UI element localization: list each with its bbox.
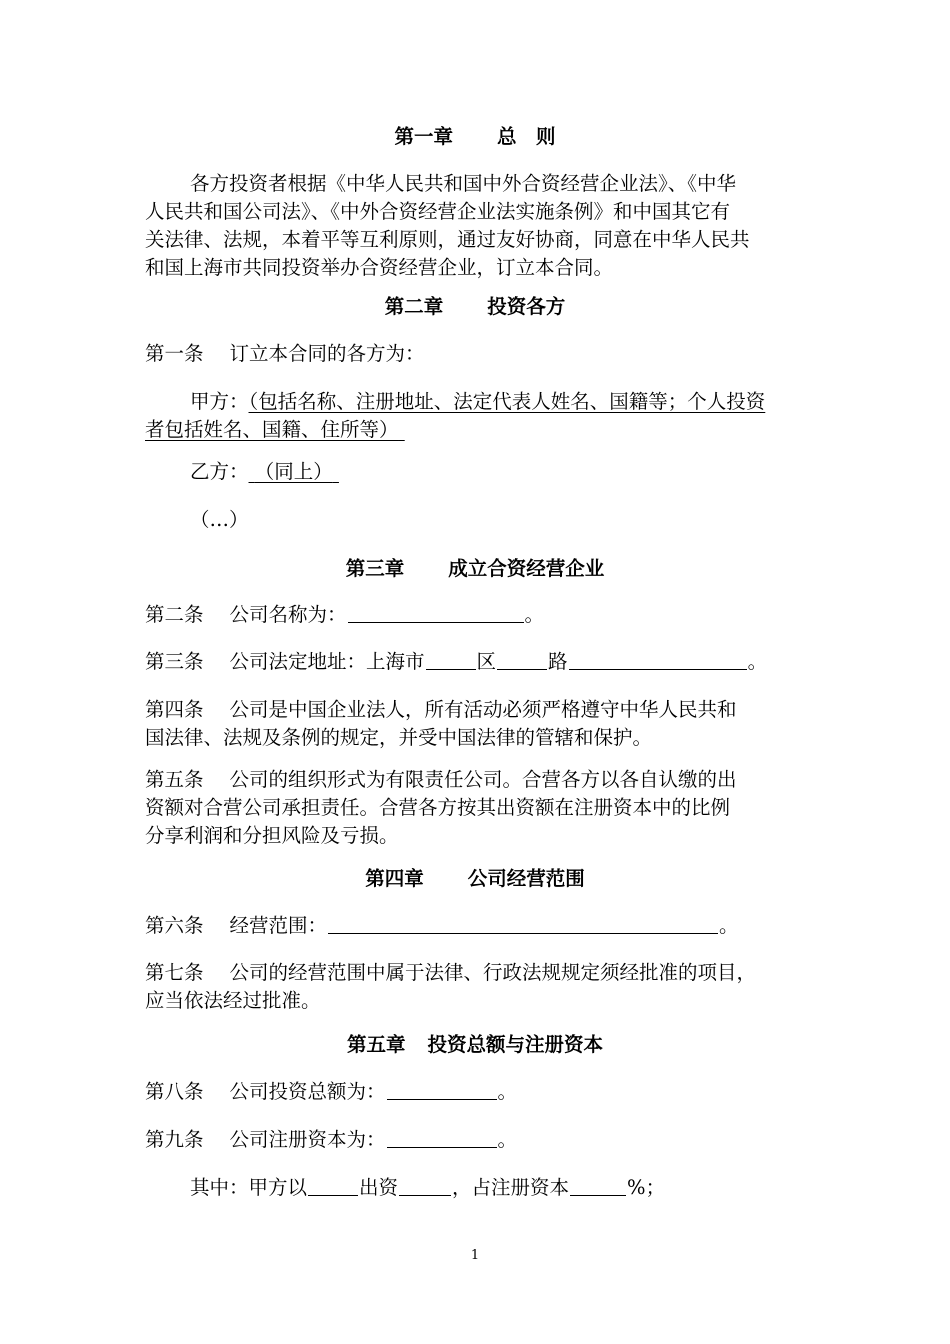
road-blank[interactable] [497, 649, 547, 670]
party-a: 甲方：（包括名称、注册地址、法定代表人姓名、国籍等；个人投资 者包括姓名、国籍、住所等） [145, 390, 766, 441]
article-8: 第八条 公司投资总额为： 。 [145, 1080, 518, 1103]
chapter-5-heading: 第五章 投资总额与注册资本 [346, 1033, 604, 1056]
article-3: 第三条 公司法定地址：上海市 区 路 。 [145, 650, 768, 673]
article-2: 第二条 公司名称为： 。 [145, 603, 545, 626]
contribution-form-blank[interactable] [308, 1175, 358, 1196]
company-name-blank[interactable] [348, 602, 524, 623]
chapter-3-heading: 第三章 成立合资经营企业 [345, 557, 605, 580]
article-7: 第七条 公司的经营范围中属于法律、行政法规规定须经批准的项目， 应当依法经过批准。 [145, 961, 757, 1012]
article-4: 第四条 公司是中国企业法人，所有活动必须严格遵守中华人民共和 国法律、法规及条例的规定，并受中国法律的管辖和保护。 [145, 698, 737, 749]
registered-capital-blank[interactable] [387, 1127, 497, 1148]
contribution-amount-blank[interactable] [399, 1175, 451, 1196]
party-b: 乙方： （同上） [190, 460, 333, 483]
intro-paragraph: 各方投资者根据《中华人民共和国中外合资经营企业法》、《中华 人民共和国公司法》、《中外合资经营企业法实施条例》和中国其它有 关法律、法规，本着平等互利原则，通过友好协商，同意在中华人民共 和国上海市共同投资举办合资经营企业，订立本合同。 [145, 172, 750, 279]
total-investment-blank[interactable] [387, 1079, 497, 1100]
party-ellipsis: （…） [190, 508, 249, 531]
business-scope-blank[interactable] [328, 913, 718, 934]
district-blank[interactable] [426, 649, 476, 670]
chapter-1-heading: 第一章 总 则 [394, 125, 556, 148]
page-number: 1 [470, 1248, 480, 1263]
chapter-2-heading: 第二章 投资各方 [384, 295, 566, 318]
article-1: 第一条 订立本合同的各方为： [145, 342, 425, 365]
article-9: 第九条 公司注册资本为： 。 [145, 1128, 518, 1151]
article-6: 第六条 经营范围： 。 [145, 914, 739, 937]
address-blank[interactable] [569, 649, 747, 670]
contribution-line: 其中：甲方以 出资 ，占注册资本 %； [190, 1176, 666, 1199]
article-5: 第五条 公司的组织形式为有限责任公司。合营各方以各自认缴的出 资额对合营公司承担责任。合营各方按其出资额在注册资本中的比例 分享利润和分担风险及亏损。 [145, 768, 737, 847]
chapter-4-heading: 第四章 公司经营范围 [365, 867, 585, 890]
capital-percent-blank[interactable] [570, 1175, 626, 1196]
